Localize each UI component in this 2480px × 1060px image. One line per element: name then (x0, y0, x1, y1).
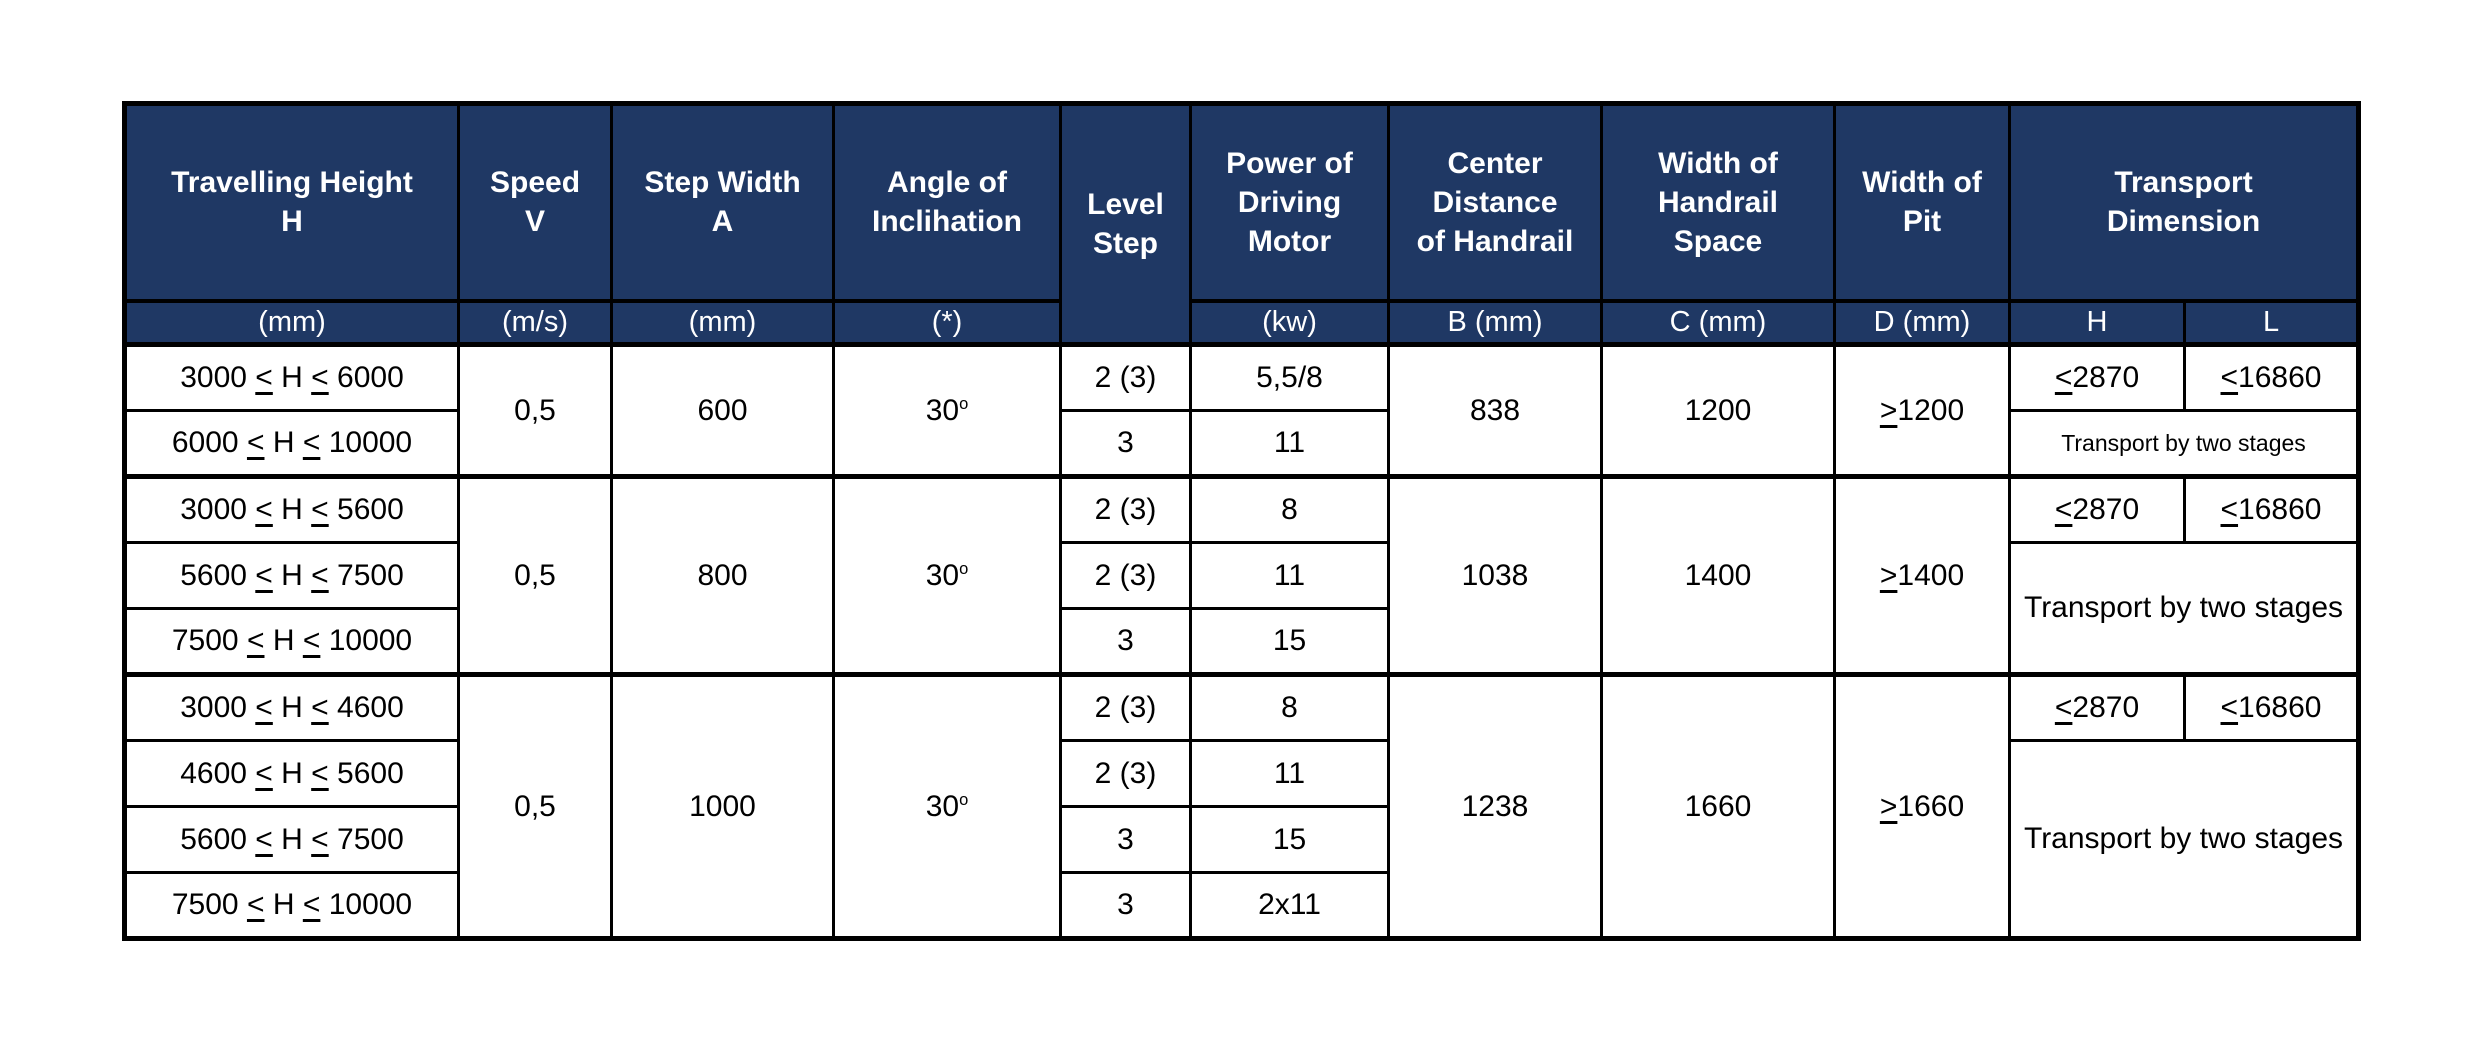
height-range-cell: 3000 < H < 5600 (125, 477, 459, 543)
transport-l-cell: <16860 (2185, 477, 2359, 543)
transport-note-cell: Transport by two stages (2010, 543, 2359, 675)
transport-note-cell: Transport by two stages (2010, 411, 2359, 477)
header-row-units (125, 301, 2359, 345)
table-row (125, 675, 2359, 741)
col-header-step-width: Step Width A (612, 104, 834, 301)
table-row (125, 477, 2359, 543)
transport-h-cell: <2870 (2010, 675, 2185, 741)
escalator-spec-table (122, 101, 2361, 941)
angle-cell: 30$^o$ (834, 477, 1061, 675)
handrail-space-c-cell: 1200 (1602, 345, 1835, 477)
step-width-cell: 1000 (612, 675, 834, 939)
unit-pit-d: D (mm) (1835, 301, 2010, 345)
power-cell: 11 (1191, 411, 1389, 477)
height-range-cell: 6000 < H < 10000 (125, 411, 459, 477)
level-step-cell: 2 (3) (1061, 477, 1191, 543)
speed-cell: 0,5 (459, 345, 612, 477)
angle-cell: 30$^o$ (834, 675, 1061, 939)
power-cell: 2x11 (1191, 873, 1389, 939)
pit-d-cell: >1200 (1835, 345, 2010, 477)
speed-cell: 0,5 (459, 675, 612, 939)
unit-power: (kw) (1191, 301, 1389, 345)
col-header-travelling-height: Travelling Height H (125, 104, 459, 301)
unit-step-width: (mm) (612, 301, 834, 345)
level-step-cell: 2 (3) (1061, 741, 1191, 807)
col-header-angle-of-inclination: Angle of Inclihation (834, 104, 1061, 301)
pit-d-cell: >1400 (1835, 477, 2010, 675)
unit-transport-h: H (2010, 301, 2185, 345)
col-header-width-of-pit: Width of Pit (1835, 104, 2010, 301)
height-range-cell: 5600 < H < 7500 (125, 807, 459, 873)
pit-d-cell: >1660 (1835, 675, 2010, 939)
unit-speed: (m/s) (459, 301, 612, 345)
unit-transport-l: L (2185, 301, 2359, 345)
unit-handrail-space-c: C (mm) (1602, 301, 1835, 345)
col-header-speed: Speed V (459, 104, 612, 301)
power-cell: 15 (1191, 609, 1389, 675)
transport-h-cell: <2870 (2010, 345, 2185, 411)
transport-note-cell: Transport by two stages (2010, 741, 2359, 939)
col-header-center-distance-handrail: Center Distance of Handrail (1389, 104, 1602, 301)
unit-center-distance-b: B (mm) (1389, 301, 1602, 345)
unit-angle: (*) (834, 301, 1061, 345)
center-distance-b-cell: 1038 (1389, 477, 1602, 675)
power-cell: 11 (1191, 543, 1389, 609)
center-distance-b-cell: 838 (1389, 345, 1602, 477)
col-header-power-driving-motor: Power of Driving Motor (1191, 104, 1389, 301)
handrail-space-c-cell: 1660 (1602, 675, 1835, 939)
level-step-cell: 2 (3) (1061, 543, 1191, 609)
power-cell: 11 (1191, 741, 1389, 807)
level-step-cell: 2 (3) (1061, 675, 1191, 741)
height-range-cell: 3000 < H < 4600 (125, 675, 459, 741)
height-range-cell: 4600 < H < 5600 (125, 741, 459, 807)
col-header-width-handrail-space: Width of Handrail Space (1602, 104, 1835, 301)
power-cell: 8 (1191, 477, 1389, 543)
unit-travelling-height: (mm) (125, 301, 459, 345)
transport-l-cell: <16860 (2185, 345, 2359, 411)
height-range-cell: 5600 < H < 7500 (125, 543, 459, 609)
height-range-cell: 7500 < H < 10000 (125, 873, 459, 939)
speed-cell: 0,5 (459, 477, 612, 675)
height-range-cell: 7500 < H < 10000 (125, 609, 459, 675)
power-cell: 5,5/8 (1191, 345, 1389, 411)
level-step-cell: 2 (3) (1061, 345, 1191, 411)
col-header-level-step: Level Step (1061, 104, 1191, 345)
level-step-cell: 3 (1061, 873, 1191, 939)
level-step-cell: 3 (1061, 807, 1191, 873)
center-distance-b-cell: 1238 (1389, 675, 1602, 939)
power-cell: 8 (1191, 675, 1389, 741)
header-row-main (125, 104, 2359, 301)
level-step-cell: 3 (1061, 609, 1191, 675)
step-width-cell: 800 (612, 477, 834, 675)
height-range-cell: 3000 < H < 6000 (125, 345, 459, 411)
col-header-transport-dimension: Transport Dimension (2010, 104, 2359, 301)
transport-l-cell: <16860 (2185, 675, 2359, 741)
step-width-cell: 600 (612, 345, 834, 477)
table-row (125, 345, 2359, 411)
power-cell: 15 (1191, 807, 1389, 873)
angle-cell: 30$^o$ (834, 345, 1061, 477)
handrail-space-c-cell: 1400 (1602, 477, 1835, 675)
level-step-cell: 3 (1061, 411, 1191, 477)
transport-h-cell: <2870 (2010, 477, 2185, 543)
